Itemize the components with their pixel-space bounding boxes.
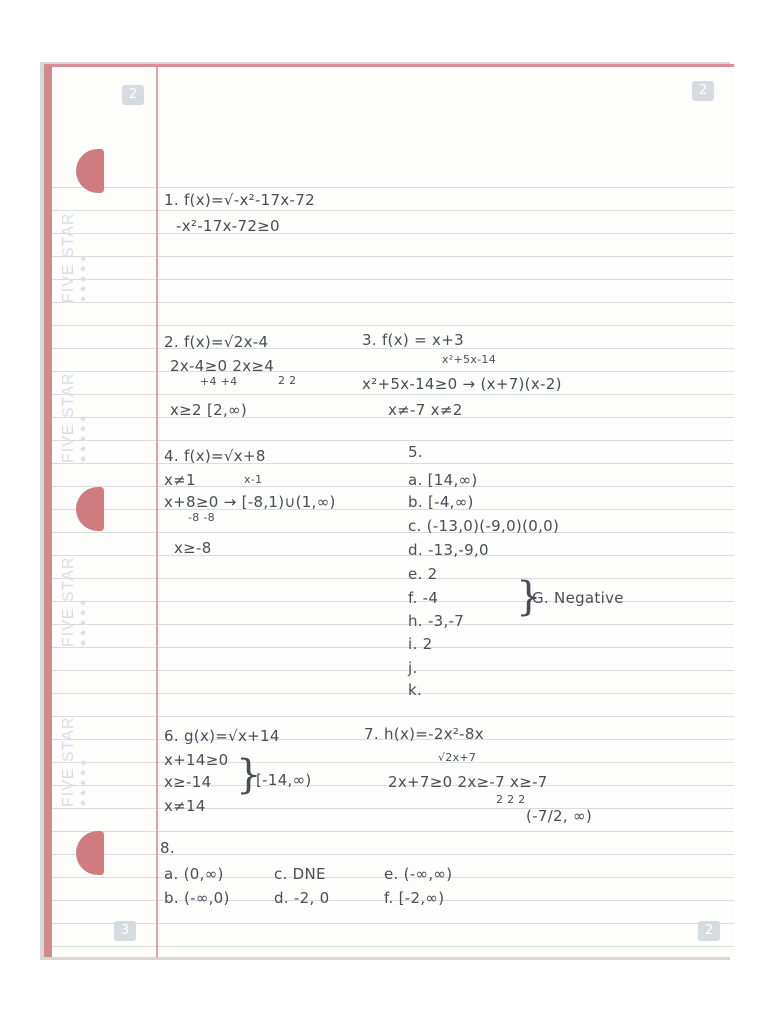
p8-e: e. (-∞,∞) bbox=[384, 865, 453, 883]
p4-function: 4. f(x)=√x+8 bbox=[164, 447, 266, 465]
p4-subtraction: -8 -8 bbox=[188, 511, 215, 524]
brand-name: FIVE STAR bbox=[60, 716, 77, 807]
rule-line bbox=[52, 325, 734, 326]
rule-line bbox=[52, 555, 734, 556]
binder-hole-icon bbox=[76, 831, 104, 875]
rule-line bbox=[52, 854, 734, 855]
p7-function: 7. h(x)=-2x²-8x bbox=[364, 725, 484, 743]
p8-a: a. (0,∞) bbox=[164, 865, 224, 883]
p4-inequality: x+8≥0 → [-8,1)∪(1,∞) bbox=[164, 493, 336, 511]
rule-line bbox=[52, 187, 734, 188]
p7-denominator: √2x+7 bbox=[438, 751, 477, 764]
p6-solution: x≥-14 bbox=[164, 773, 212, 791]
p1-inequality: -x²-17x-72≥0 bbox=[176, 217, 280, 235]
rule-line bbox=[52, 716, 734, 717]
notebook-page bbox=[44, 64, 734, 957]
p5-k: k. bbox=[408, 681, 423, 699]
brand-stars-icon: ★★★★★ bbox=[78, 252, 88, 303]
p3-denominator: x²+5x-14 bbox=[442, 353, 497, 366]
p5-h: h. -3,-7 bbox=[408, 612, 465, 630]
p7-divisor: 2 2 2 bbox=[496, 793, 526, 806]
brand-stars-icon: ★★★★★ bbox=[78, 596, 88, 647]
p6-brace: } bbox=[236, 752, 262, 798]
brand-name: FIVE STAR bbox=[60, 212, 77, 303]
p6-function: 6. g(x)=√x+14 bbox=[164, 727, 280, 745]
rule-line bbox=[52, 647, 734, 648]
rule-line bbox=[52, 486, 734, 487]
rule-line bbox=[52, 624, 734, 625]
rule-line bbox=[52, 440, 734, 441]
brand-watermark bbox=[60, 717, 89, 808]
p1-function: 1. f(x)=√-x²-17x-72 bbox=[164, 191, 315, 209]
rule-line bbox=[52, 831, 734, 832]
rule-line bbox=[52, 601, 734, 602]
brand-watermark bbox=[60, 557, 89, 648]
rule-line bbox=[52, 670, 734, 671]
brand-stars-icon: ★★★★★ bbox=[78, 412, 88, 463]
rule-line bbox=[52, 808, 734, 809]
rule-line bbox=[52, 532, 734, 533]
rule-line bbox=[52, 210, 734, 211]
corner-badge-icon: 2 bbox=[692, 81, 714, 101]
p8-b: b. (-∞,0) bbox=[164, 889, 230, 907]
p5-c: c. (-13,0)(-9,0)(0,0) bbox=[408, 517, 560, 535]
p6-restriction: x≠14 bbox=[164, 797, 206, 815]
p4-restriction: x≠1 bbox=[164, 471, 196, 489]
p8-f: f. [-2,∞) bbox=[384, 889, 445, 907]
rule-line bbox=[52, 923, 734, 924]
p5-e: e. 2 bbox=[408, 565, 438, 583]
corner-badge-icon: 2 bbox=[122, 85, 144, 105]
p5-a: a. [14,∞) bbox=[408, 471, 478, 489]
p5-f: f. -4 bbox=[408, 589, 439, 607]
brand-name: FIVE STAR bbox=[60, 372, 77, 463]
p5-b: b. [-4,∞) bbox=[408, 493, 474, 511]
p3-answer: x≠-7 x≠2 bbox=[388, 401, 463, 419]
brand-watermark bbox=[60, 213, 89, 304]
brand-name: FIVE STAR bbox=[60, 556, 77, 647]
p2-function: 2. f(x)=√2x-4 bbox=[164, 333, 269, 351]
brand-watermark bbox=[60, 373, 89, 464]
rule-line bbox=[52, 762, 734, 763]
p3-function: 3. f(x) = x+3 bbox=[362, 331, 464, 349]
p5-brace: } bbox=[516, 574, 542, 620]
p5-d: d. -13,-9,0 bbox=[408, 541, 489, 559]
rule-line bbox=[52, 371, 734, 372]
p8-d: d. -2, 0 bbox=[274, 889, 330, 907]
p5-g-note: G. Negative bbox=[532, 589, 624, 607]
p5-j: j. bbox=[408, 659, 418, 677]
p7-inequality: 2x+7≥0 2x≥-7 x≥-7 bbox=[388, 773, 548, 791]
p8-c: c. DNE bbox=[274, 865, 326, 883]
rule-line bbox=[52, 578, 734, 579]
p8-header: 8. bbox=[160, 839, 175, 857]
p4-answer: x≥-8 bbox=[174, 539, 212, 557]
p2-divisor: 2 2 bbox=[278, 374, 297, 387]
brand-stars-icon: ★★★★★ bbox=[78, 756, 88, 807]
p3-factoring: x²+5x-14≥0 → (x+7)(x-2) bbox=[362, 375, 562, 393]
rule-line bbox=[52, 463, 734, 464]
p5-i: i. 2 bbox=[408, 635, 433, 653]
margin-line bbox=[156, 67, 158, 957]
p2-inequality: 2x-4≥0 2x≥4 bbox=[170, 357, 275, 375]
binder-hole-icon bbox=[76, 487, 104, 531]
rule-line bbox=[52, 279, 734, 280]
corner-badge-icon: 2 bbox=[698, 921, 720, 941]
rule-line bbox=[52, 233, 734, 234]
p4-denominator: x-1 bbox=[244, 473, 263, 486]
p2-addition: +4 +4 bbox=[200, 375, 238, 388]
p6-inequality: x+14≥0 bbox=[164, 751, 229, 769]
p2-answer: x≥2 [2,∞) bbox=[170, 401, 247, 419]
corner-badge-icon: 3 bbox=[114, 921, 136, 941]
p7-answer: (-7/2, ∞) bbox=[526, 807, 592, 825]
p5-header: 5. bbox=[408, 443, 423, 461]
rule-line bbox=[52, 693, 734, 694]
rule-line bbox=[52, 394, 734, 395]
rule-line bbox=[52, 509, 734, 510]
rule-line bbox=[52, 302, 734, 303]
rule-line bbox=[52, 946, 734, 947]
rule-line bbox=[52, 256, 734, 257]
p6-answer: [-14,∞) bbox=[256, 771, 312, 789]
